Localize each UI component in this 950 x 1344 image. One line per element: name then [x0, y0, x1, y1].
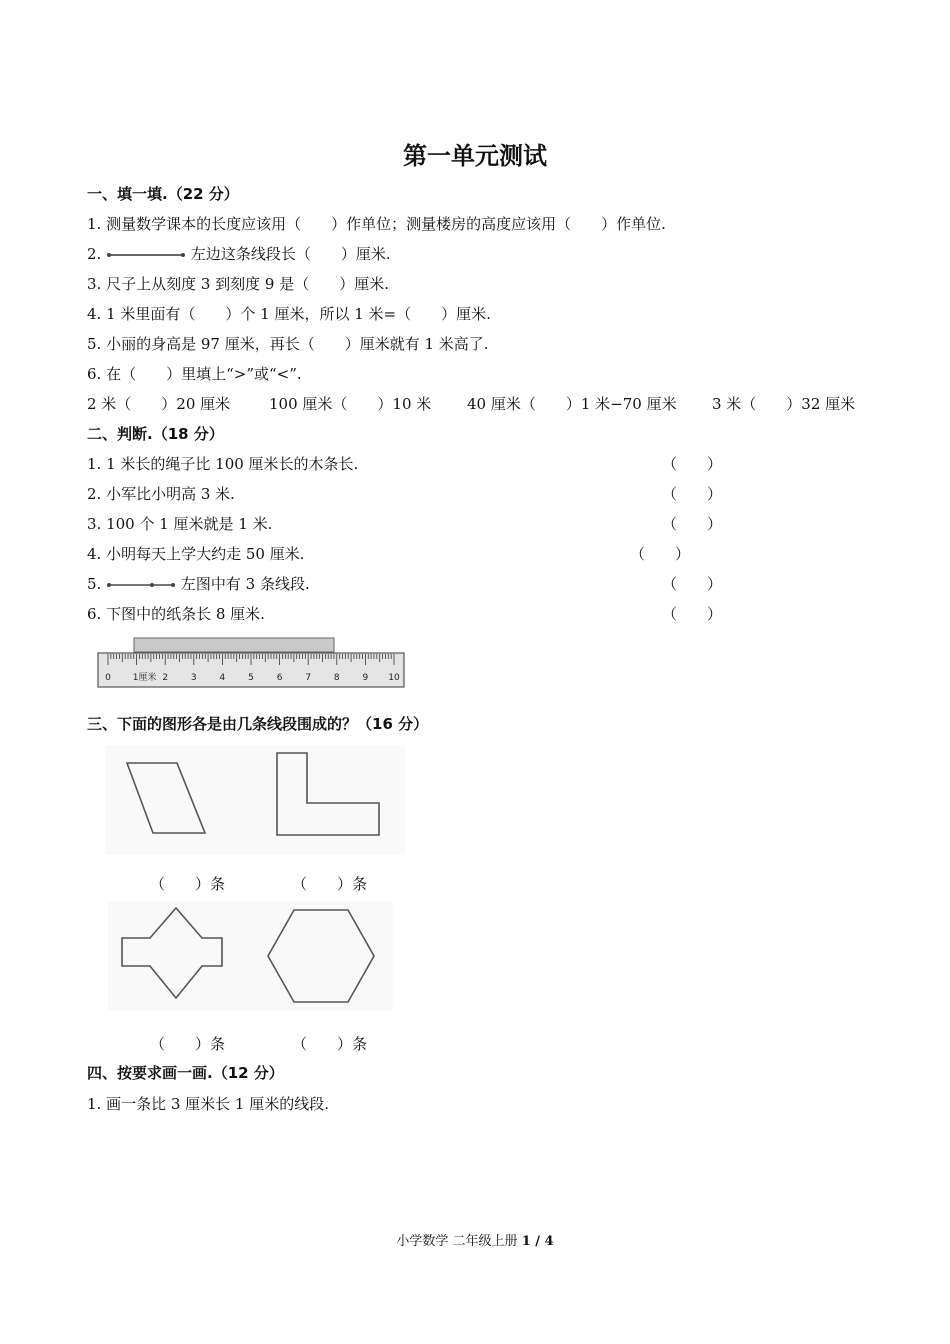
s2-item-2: 2. 小军比小明高 3 米.	[87, 485, 235, 503]
shape-answer-2: （ ）条	[292, 875, 368, 893]
compare-4: 3 米（ ）32 厘米	[712, 395, 856, 413]
s1-question-5: 5. 小丽的身高是 97 厘米，再长（ ）厘米就有 1 米高了.	[87, 335, 489, 353]
s2-blank-1: （ ）	[662, 455, 723, 473]
s1-q2-text: 左边这条线段长（ ）厘米.	[190, 245, 391, 263]
s1-question-6: 6. 在（ ）里填上“>”或“<”.	[87, 365, 302, 383]
section1-heading: 一、填一填.（22 分）	[87, 185, 239, 203]
page-footer	[0, 1230, 950, 1249]
footer-page-number: 1 / 4	[521, 1234, 554, 1249]
ruler-label: 1厘米	[132, 673, 157, 683]
s2-blank-3: （ ）	[662, 515, 723, 533]
section2-heading: 二、判断.（18 分）	[87, 425, 224, 443]
s2-item-1: 1. 1 米长的绳子比 100 厘米长的木条长.	[87, 455, 359, 473]
footer-text: 小学数学 二年级上册	[396, 1234, 518, 1249]
s1-question-1: 1. 测量数学课本的长度应该用（ ）作单位；测量楼房的高度应该用（ ）作单位.	[87, 215, 666, 233]
ruler-label: 9	[362, 673, 369, 683]
shape-answer-4: （ ）条	[292, 1035, 368, 1053]
section4-heading: 四、按要求画一画.（12 分）	[87, 1064, 284, 1082]
line-segment-figure	[106, 250, 186, 260]
section3-heading: 三、下面的图形各是由几条线段围成的？（16 分）	[87, 715, 429, 733]
ruler-label: 3	[190, 673, 197, 683]
shapes-row-1	[105, 745, 405, 855]
shapes-row-2	[108, 902, 393, 1010]
shape-answer-1: （ ）条	[150, 875, 226, 893]
s2-blank-4: （ ）	[630, 545, 691, 563]
s2-item-6: 6. 下图中的纸条长 8 厘米.	[87, 605, 265, 623]
s2-blank-6: （ ）	[662, 605, 723, 623]
ruler-label: 10	[388, 673, 400, 683]
ruler-label: 7	[305, 673, 312, 683]
s2-q5-number: 5.	[87, 575, 102, 593]
ruler-label: 5	[248, 673, 254, 683]
s1-question-2	[87, 244, 391, 264]
ruler-label: 8	[333, 673, 340, 683]
three-point-segment-figure	[106, 580, 176, 590]
compare-2: 100 厘米（ ）10 米	[269, 395, 432, 413]
s1-q2-number: 2.	[87, 245, 102, 263]
ruler-label: 4	[219, 673, 226, 683]
compare-3: 40 厘米（ ）1 米−70 厘米	[467, 395, 677, 413]
s2-item-3: 3. 100 个 1 厘米就是 1 米.	[87, 515, 273, 533]
s2-item-4: 4. 小明每天上学大约走 50 厘米.	[87, 545, 305, 563]
s1-question-4: 4. 1 米里面有（ ）个 1 厘米，所以 1 米=（ ）厘米.	[87, 305, 491, 323]
ruler-label: 6	[276, 673, 283, 683]
s2-q5-text: 左图中有 3 条线段.	[180, 575, 310, 593]
page-title: 第一单元测试	[403, 142, 547, 170]
ruler-label: 2	[162, 673, 169, 683]
paper-strip	[134, 638, 334, 652]
shape-answer-3: （ ）条	[150, 1035, 226, 1053]
ruler-label: 0	[105, 673, 111, 683]
s2-blank-5: （ ）	[662, 575, 723, 593]
s2-item-5	[87, 574, 310, 594]
s4-question-1: 1. 画一条比 3 厘米长 1 厘米的线段.	[87, 1095, 330, 1113]
compare-1: 2 米（ ）20 厘米	[87, 395, 231, 413]
s1-question-3: 3. 尺子上从刻度 3 到刻度 9 是（ ）厘米.	[87, 275, 390, 293]
s2-blank-2: （ ）	[662, 485, 723, 503]
ruler-figure	[86, 636, 406, 692]
shape-backdrop-2	[108, 902, 393, 1010]
shape-backdrop-1	[105, 745, 405, 855]
